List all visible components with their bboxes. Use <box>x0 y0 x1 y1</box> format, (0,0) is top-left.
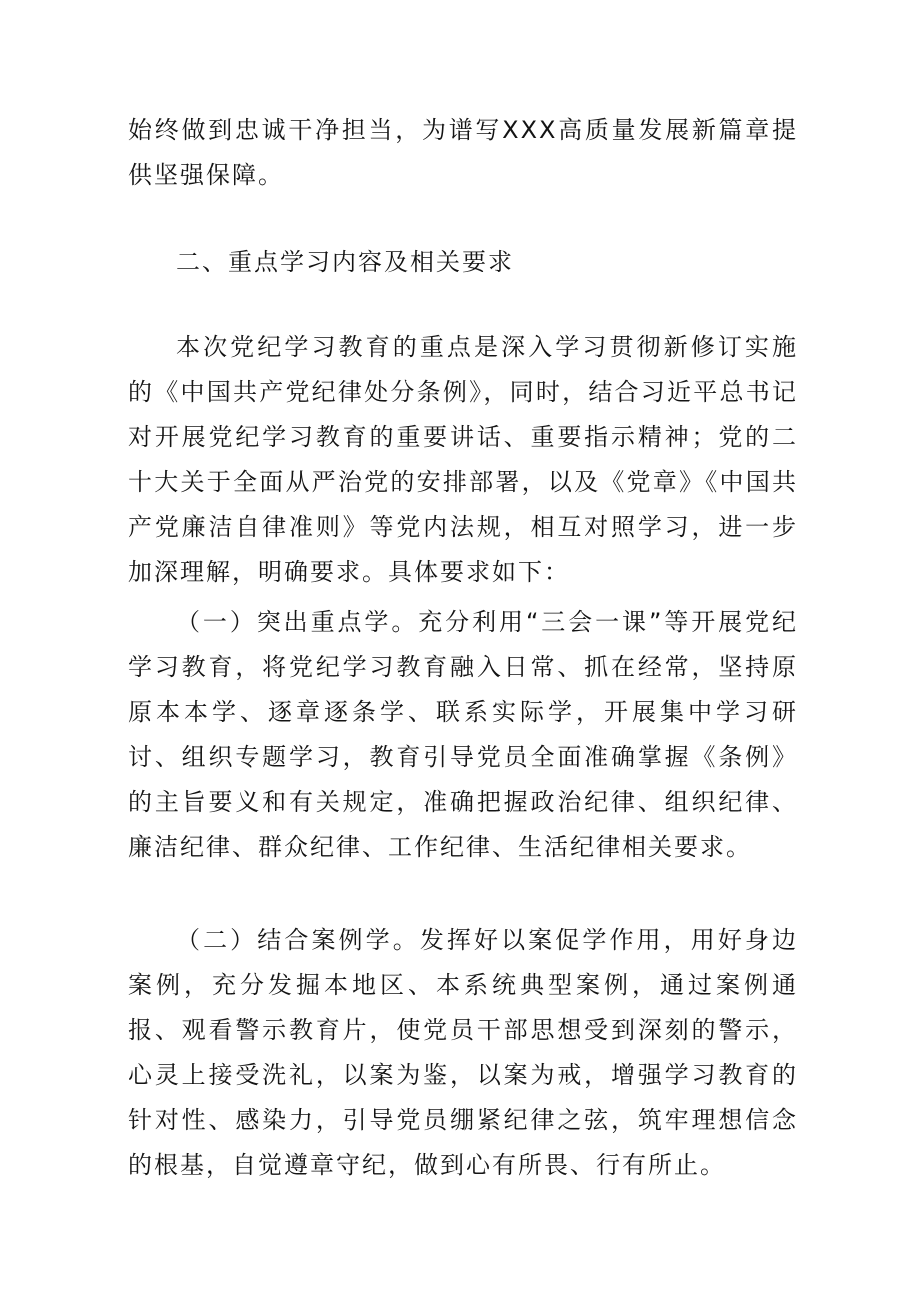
paragraph-continuation: 始终做到忠诚干净担当，为谱写XXX高质量发展新篇章提供坚强保障。 <box>128 116 798 189</box>
section-heading: 二、重点学习内容及相关要求 <box>176 248 514 276</box>
paragraph-intro: 本次党纪学习教育的重点是深入学习贯彻新修订实施的《中国共产党纪律处分条例》，同时，结合习近平总书记对开展党纪学习教育的重要讲话、重要指示精神；党的二十大关于全面从严治党的安排部署，以及《党章》《中国共产党廉洁自律准则》等党内法规，相互对照学习，进一步加深理解，明确要求。具体要求如下： <box>128 333 798 586</box>
paragraph-item-2: （二）结合案例学。发挥好以案促学作用，用好身边案例，充分发掘本地区、本系统典型案例，通过案例通报、观看警示教育片，使党员干部思想受到深刻的警示，心灵上接受洗礼，以案为鉴，以案为戒，增强学习教育的针对性、感染力，引导党员绷紧纪律之弦，筑牢理想信念的根基，自觉遵章守纪，做到心有所畏、行有所止。 <box>128 926 798 1179</box>
paragraph-item-1: （一）突出重点学。充分利用“三会一课”等开展党纪学习教育，将党纪学习教育融入日常、抓在经常，坚持原原本本学、逐章逐条学、联系实际学，开展集中学习研讨、组织专题学习，教育引导党员全面准确掌握《条例》的主旨要义和有关规定，准确把握政治纪律、组织纪律、廉洁纪律、群众纪律、工作纪律、生活纪律相关要求。 <box>128 608 798 861</box>
